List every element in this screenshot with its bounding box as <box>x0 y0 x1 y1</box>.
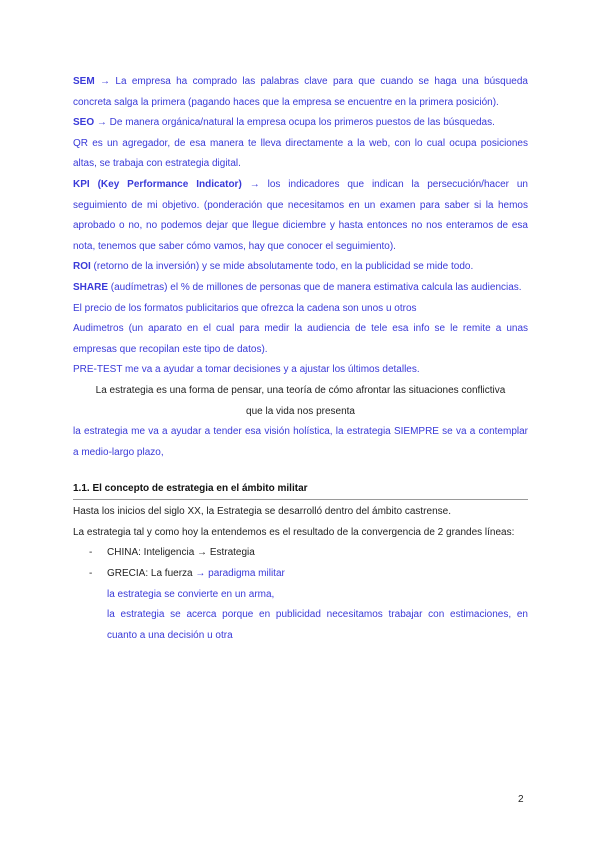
paragraph-seo <box>73 113 528 134</box>
text-share: (audímetras) el % de millones de personas que de manera estimativa calcula las audiencias. <box>108 281 522 293</box>
paragraph-definition-line1: La estrategia es una forma de pensar, una teoría de cómo afrontar las situaciones conflictiva <box>95 384 506 396</box>
section-heading: 1.1. El concepto de estrategia en el ámbito militar <box>73 480 528 500</box>
term-kpi: KPI (Key Performance Indicator) <box>73 178 242 190</box>
sub-paragraph-estimaciones: la estrategia se acerca porque en publicidad necesitamos trabajar con estimaciones, en cuanto a una decisión u otra <box>107 609 528 641</box>
term-roi: ROI <box>73 261 91 273</box>
bullet-dash: - <box>89 568 93 580</box>
text-seo: → De manera orgánica/natural la empresa ocupa los primeros puestos de las búsquedas. <box>94 117 495 129</box>
paragraph-qr: QR es un agregador, de esa manera te lleva directamente a la web, con lo cual ocupa posiciones altas, se trabaja con estrategia digital. <box>73 137 528 170</box>
paragraph-price: El precio de los formatos publicitarios que ofrezca la cadena son unos u otros <box>73 302 417 314</box>
bullet-text-blue: → paradigma militar <box>195 568 285 580</box>
bullet-china <box>73 543 528 564</box>
bullet-grecia <box>73 564 528 585</box>
paragraph-sem <box>73 72 528 113</box>
text-roi: (retorno de la inversión) y se mide absolutamente todo, en la publicidad se mide todo. <box>90 261 474 273</box>
bullet-text <box>107 564 285 585</box>
paragraph-kpi <box>73 175 528 257</box>
paragraph-pretest: PRE-TEST me va a ayudar a tomar decisiones y a ajustar los últimos detalles. <box>73 364 420 376</box>
document-page <box>73 72 528 646</box>
paragraph-convergencia: La estrategia tal y como hoy la entendemos es el resultado de la convergencia de 2 grandes líneas: <box>73 526 515 538</box>
term-share: SHARE <box>73 281 109 293</box>
sub-paragraph-arma: la estrategia se convierte en un arma, <box>107 588 275 600</box>
page-number: 2 <box>518 794 524 805</box>
paragraph-castrense: Hasta los inicios del siglo XX, la Estrategia se desarrolló dentro del ámbito castrense. <box>73 506 451 518</box>
term-sem: SEM <box>73 76 95 87</box>
bullet-text-dark: GRECIA: La fuerza <box>107 568 196 580</box>
bullet-text: CHINA: Inteligencia → Estrategia <box>107 547 255 559</box>
term-seo: SEO <box>73 117 95 129</box>
paragraph-roi <box>73 257 528 278</box>
paragraph-definition-line2: que la vida nos presenta <box>246 405 355 417</box>
text-kpi: → los indicadores que indican la persecución/hacer un seguimiento de mi objetivo. (ponderación que necesitamos en un examen para saber si la hemos aprobado o no, no podemos dejar que llegue diciembre y hasta entonces no nos enteramos de esa nota, tenemos que saber cómo vamos, hay que conocer el seguimiento). <box>73 178 528 252</box>
text-sem: → La empresa ha comprado las palabras clave para que cuando se haga una búsqueda concreta salga la primera (pagando haces que la empresa se encuentre en la primera posición). <box>73 76 528 108</box>
paragraph-share <box>73 278 528 299</box>
paragraph-audimetros: Audimetros (un aparato en el cual para medir la audiencia de tele esa info se le remite a unas empresas que recopilan este tipo de datos). <box>73 323 528 355</box>
paragraph-holistic: la estrategia me va a ayudar a tender esa visión holística, la estrategia SIEMPRE se va a contemplar a medio-largo plazo, <box>73 426 528 458</box>
bullet-dash: - <box>89 547 93 559</box>
